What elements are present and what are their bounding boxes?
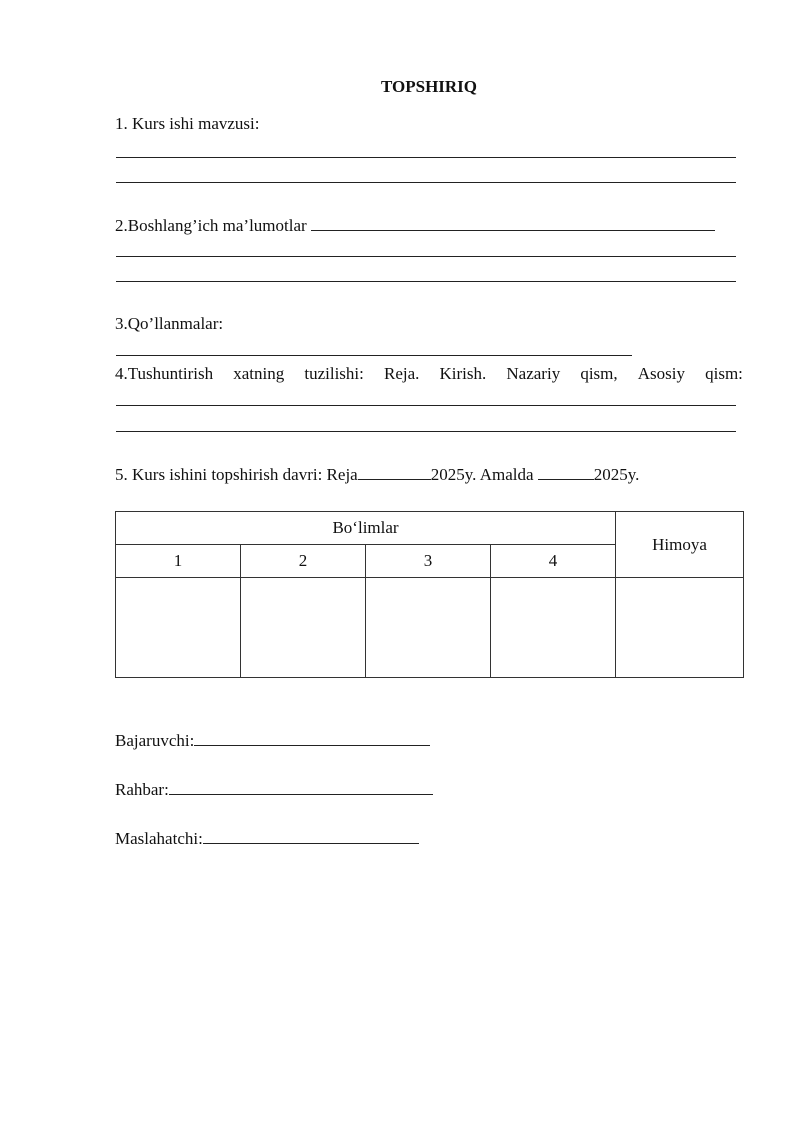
section-cell-4[interactable]	[491, 578, 616, 678]
section-header-2: 2	[241, 545, 366, 578]
structure-word: xatning	[233, 364, 285, 383]
structure-word: qism,	[580, 364, 618, 383]
initial-data-label: 2.Boshlang’ich ma’lumotlar	[115, 216, 307, 235]
initial-data-row	[115, 214, 715, 236]
executor-row	[115, 729, 430, 751]
initial-data-line-2[interactable]	[116, 281, 736, 282]
consultant-row	[115, 827, 419, 849]
manuals-line[interactable]	[116, 355, 632, 356]
sections-table	[115, 511, 744, 678]
section-cell-3[interactable]	[366, 578, 491, 678]
initial-data-line-inline[interactable]	[311, 214, 715, 231]
structure-word: tuzilishi:	[304, 364, 364, 383]
topic-label: 1. Kurs ishi mavzusi:	[115, 114, 260, 133]
structure-word: Reja.	[383, 364, 420, 383]
topic-line-2[interactable]	[116, 182, 736, 183]
submission-period-label: 5. Kurs ishini topshirish davri: Reja	[115, 465, 358, 484]
structure-line-1[interactable]	[116, 405, 736, 406]
executor-signature-field[interactable]	[194, 729, 430, 746]
section-cell-1[interactable]	[116, 578, 241, 678]
supervisor-label: Rahbar:	[115, 780, 169, 799]
defense-header: Himoya	[616, 512, 744, 578]
section-cell-2[interactable]	[241, 578, 366, 678]
defense-cell[interactable]	[616, 578, 744, 678]
topic-line-1[interactable]	[116, 157, 736, 158]
submission-period-row	[115, 463, 639, 485]
executor-label: Bajaruvchi:	[115, 731, 195, 750]
consultant-signature-field[interactable]	[203, 827, 419, 844]
manuals-label: 3.Qo’llanmalar:	[115, 314, 224, 333]
consultant-label: Maslahatchi:	[115, 829, 203, 848]
structure-word: Kirish.	[439, 364, 487, 383]
structure-word: Asosiy	[637, 364, 685, 383]
structure-line-2[interactable]	[116, 431, 736, 432]
supervisor-signature-field[interactable]	[169, 778, 433, 795]
actual-label: Amalda	[479, 465, 534, 484]
supervisor-row	[115, 778, 433, 800]
planned-year: 2025y.	[430, 465, 477, 484]
structure-word: Nazariy	[506, 364, 561, 383]
actual-year: 2025y.	[593, 465, 640, 484]
structure-word: 4.Tushuntirish	[115, 364, 214, 383]
actual-date-field[interactable]	[538, 463, 594, 480]
section-header-3: 3	[366, 545, 491, 578]
section-header-4: 4	[491, 545, 616, 578]
sections-group-header: Bo‘limlar	[116, 512, 616, 545]
planned-date-field[interactable]	[358, 463, 431, 480]
structure-word: qism:	[705, 364, 743, 383]
section-header-1: 1	[116, 545, 241, 578]
initial-data-line-1[interactable]	[116, 256, 736, 257]
structure-label	[115, 364, 743, 384]
page-title: TOPSHIRIQ	[380, 77, 478, 96]
